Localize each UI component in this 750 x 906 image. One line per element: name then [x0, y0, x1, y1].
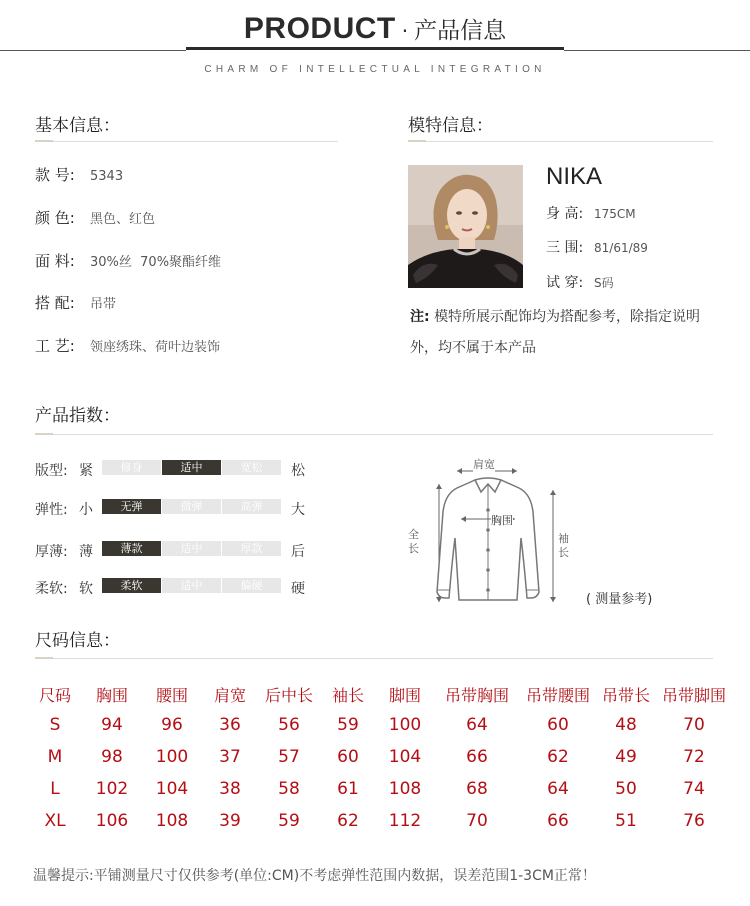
size-table [28, 679, 732, 837]
model-info-accent [408, 140, 426, 142]
index-right-extreme: 后 [291, 544, 305, 560]
size-cell: 61 [337, 779, 359, 799]
index-option: 适中 [162, 541, 221, 556]
index-left-extreme: 薄 [79, 544, 93, 560]
index-label: 柔软: [35, 581, 68, 597]
model-info-value: 81/61/89 [594, 241, 648, 255]
basic-info-label: 面 料: [35, 252, 75, 270]
size-cell: 66 [547, 811, 569, 831]
size-cell: 48 [615, 715, 637, 735]
model-info-label: 三 围: [546, 240, 584, 256]
basic-info-row [35, 250, 221, 271]
shirt-measurement-diagram [405, 452, 575, 612]
index-option: 微弹 [162, 499, 221, 514]
model-info-row [546, 203, 636, 223]
size-cell: 64 [466, 715, 488, 735]
size-table-header: 吊带脚围 [661, 685, 726, 705]
basic-info-value: 黑色、红色 [90, 212, 156, 227]
index-label: 版型: [35, 463, 68, 479]
index-option: 偏硬 [222, 578, 281, 593]
size-cell: 38 [219, 779, 241, 799]
index-option-selected: 柔软 [102, 578, 161, 593]
model-info-row [546, 272, 614, 292]
size-cell: 100 [155, 747, 189, 767]
size-cell: 60 [337, 747, 359, 767]
size-cell: 68 [466, 779, 488, 799]
size-cell: 108 [388, 779, 422, 799]
size-cell: 74 [683, 779, 705, 799]
model-info-value: 175CM [594, 207, 636, 221]
size-cell: 64 [547, 779, 569, 799]
model-photo [408, 165, 523, 288]
index-label: 厚薄: [35, 544, 68, 560]
product-index-accent [35, 433, 53, 435]
size-cell: 70 [683, 715, 705, 735]
model-portrait-image [408, 165, 523, 288]
size-table-row [28, 709, 732, 741]
size-cell: 98 [101, 747, 123, 767]
index-option-selected: 适中 [162, 460, 221, 475]
basic-info-label: 款 号: [35, 166, 75, 184]
size-table-header: 尺码 [38, 685, 71, 705]
size-table-row [28, 773, 732, 805]
size-cell: 70 [466, 811, 488, 831]
diagram-sleeve-label: 袖长 [558, 532, 569, 559]
index-right-extreme: 松 [291, 463, 305, 479]
model-note-lead: 注: [410, 309, 430, 325]
size-table-header: 脚围 [388, 685, 421, 705]
size-cell: 62 [547, 747, 569, 767]
size-cell: 62 [337, 811, 359, 831]
size-cell: 36 [219, 715, 241, 735]
size-cell: 102 [95, 779, 129, 799]
header-rule-left [0, 50, 186, 51]
size-cell: 37 [219, 747, 241, 767]
model-info-value: S码 [594, 276, 614, 290]
basic-info-row [35, 207, 155, 228]
basic-info-value: 吊带 [90, 297, 117, 312]
header-rule-right [564, 50, 750, 51]
index-option: 修身 [102, 460, 161, 475]
size-cell: 51 [615, 811, 637, 831]
index-right-extreme: 硬 [291, 581, 305, 597]
size-table-header: 吊带长 [601, 685, 650, 705]
size-info-accent [35, 657, 53, 659]
basic-info-row [35, 292, 116, 313]
basic-info-label: 颜 色: [35, 209, 75, 227]
size-cell: 59 [278, 811, 300, 831]
size-cell: 57 [278, 747, 300, 767]
index-left-extreme: 紧 [79, 463, 93, 479]
size-table-row [28, 805, 732, 837]
basic-info-accent [35, 140, 53, 142]
model-name: NIKA [546, 163, 603, 190]
size-cell: 96 [161, 715, 183, 735]
size-table-header: 后中长 [264, 685, 313, 705]
size-cell: 94 [101, 715, 123, 735]
size-cell: 108 [155, 811, 189, 831]
size-cell: 56 [278, 715, 300, 735]
size-table-header-row [28, 679, 732, 709]
index-left-extreme: 小 [79, 502, 93, 518]
index-label: 弹性: [35, 502, 68, 518]
model-info-label: 身 高: [546, 206, 584, 222]
size-cell: 76 [683, 811, 705, 831]
size-table-header: 胸围 [95, 685, 128, 705]
size-cell: 60 [547, 715, 569, 735]
page-title [0, 12, 750, 46]
size-cell: L [50, 779, 60, 799]
index-option: 高弹 [222, 499, 281, 514]
basic-info-label: 搭 配: [35, 294, 75, 312]
diagram-shoulder-label: 肩宽 [473, 458, 495, 471]
size-cell: 50 [615, 779, 637, 799]
size-table-header: 吊带腰围 [525, 685, 590, 705]
model-note [410, 302, 720, 364]
model-info-label: 试 穿: [546, 275, 584, 291]
basic-info-row [35, 164, 123, 185]
size-cell: 39 [219, 811, 241, 831]
size-cell: 100 [388, 715, 422, 735]
index-option: 厚款 [222, 541, 281, 556]
size-cell: 58 [278, 779, 300, 799]
product-index-rule [35, 434, 713, 435]
size-info-rule [35, 658, 713, 659]
size-tip: 温馨提示:平铺测量尺寸仅供参考(单位:CM)不考虑弹性范围内数据，误差范围1-3CM正常！ [33, 868, 596, 884]
size-cell: 72 [683, 747, 705, 767]
measurement-reference-note: ( 测量参考) [586, 592, 653, 607]
size-cell: 66 [466, 747, 488, 767]
size-cell: 104 [388, 747, 422, 767]
size-cell: XL [44, 811, 66, 831]
page-title-separator: · [401, 19, 409, 43]
basic-info-rule [35, 141, 338, 142]
size-cell: 106 [95, 811, 129, 831]
size-cell: S [49, 715, 61, 735]
basic-info-heading: 基本信息： [35, 116, 120, 136]
index-option-selected: 无弹 [102, 499, 161, 514]
index-right-extreme: 大 [291, 502, 305, 518]
size-cell: M [47, 747, 63, 767]
diagram-length-label: 全长 [408, 528, 419, 555]
size-info-heading: 尺码信息： [35, 631, 120, 651]
model-note-text: 模特所展示配饰均为搭配参考，除指定说明外，均不属于本产品 [410, 309, 701, 356]
size-table-header: 腰围 [155, 685, 188, 705]
model-info-heading: 模特信息： [408, 116, 493, 136]
size-table-header: 袖长 [331, 685, 364, 705]
model-info-rule [408, 141, 713, 142]
page-title-cn: 产品信息 [414, 18, 507, 44]
size-table-header: 吊带胸围 [444, 685, 509, 705]
header-underline [186, 47, 564, 50]
index-left-extreme: 软 [79, 581, 93, 597]
page-subtitle: CHARM OF INTELLECTUAL INTEGRATION [204, 64, 546, 75]
size-table-row [28, 741, 732, 773]
basic-info-value: 5343 [90, 169, 124, 184]
size-cell: 49 [615, 747, 637, 767]
page-title-en: PRODUCT [243, 12, 396, 45]
size-table-header: 肩宽 [213, 685, 246, 705]
basic-info-row [35, 335, 220, 356]
index-option-selected: 薄款 [102, 541, 161, 556]
basic-info-value: 30%丝 70%聚酯纤维 [90, 255, 222, 270]
model-info-row [546, 237, 648, 257]
index-option: 适中 [162, 578, 221, 593]
product-index-heading: 产品指数： [35, 406, 120, 426]
index-option: 宽松 [222, 460, 281, 475]
basic-info-value: 领座绣珠、荷叶边装饰 [90, 340, 221, 355]
diagram-chest-label: 胸围 [491, 514, 513, 527]
basic-info-label: 工 艺: [35, 337, 75, 355]
size-cell: 112 [388, 811, 422, 831]
size-cell: 104 [155, 779, 189, 799]
size-cell: 59 [337, 715, 359, 735]
